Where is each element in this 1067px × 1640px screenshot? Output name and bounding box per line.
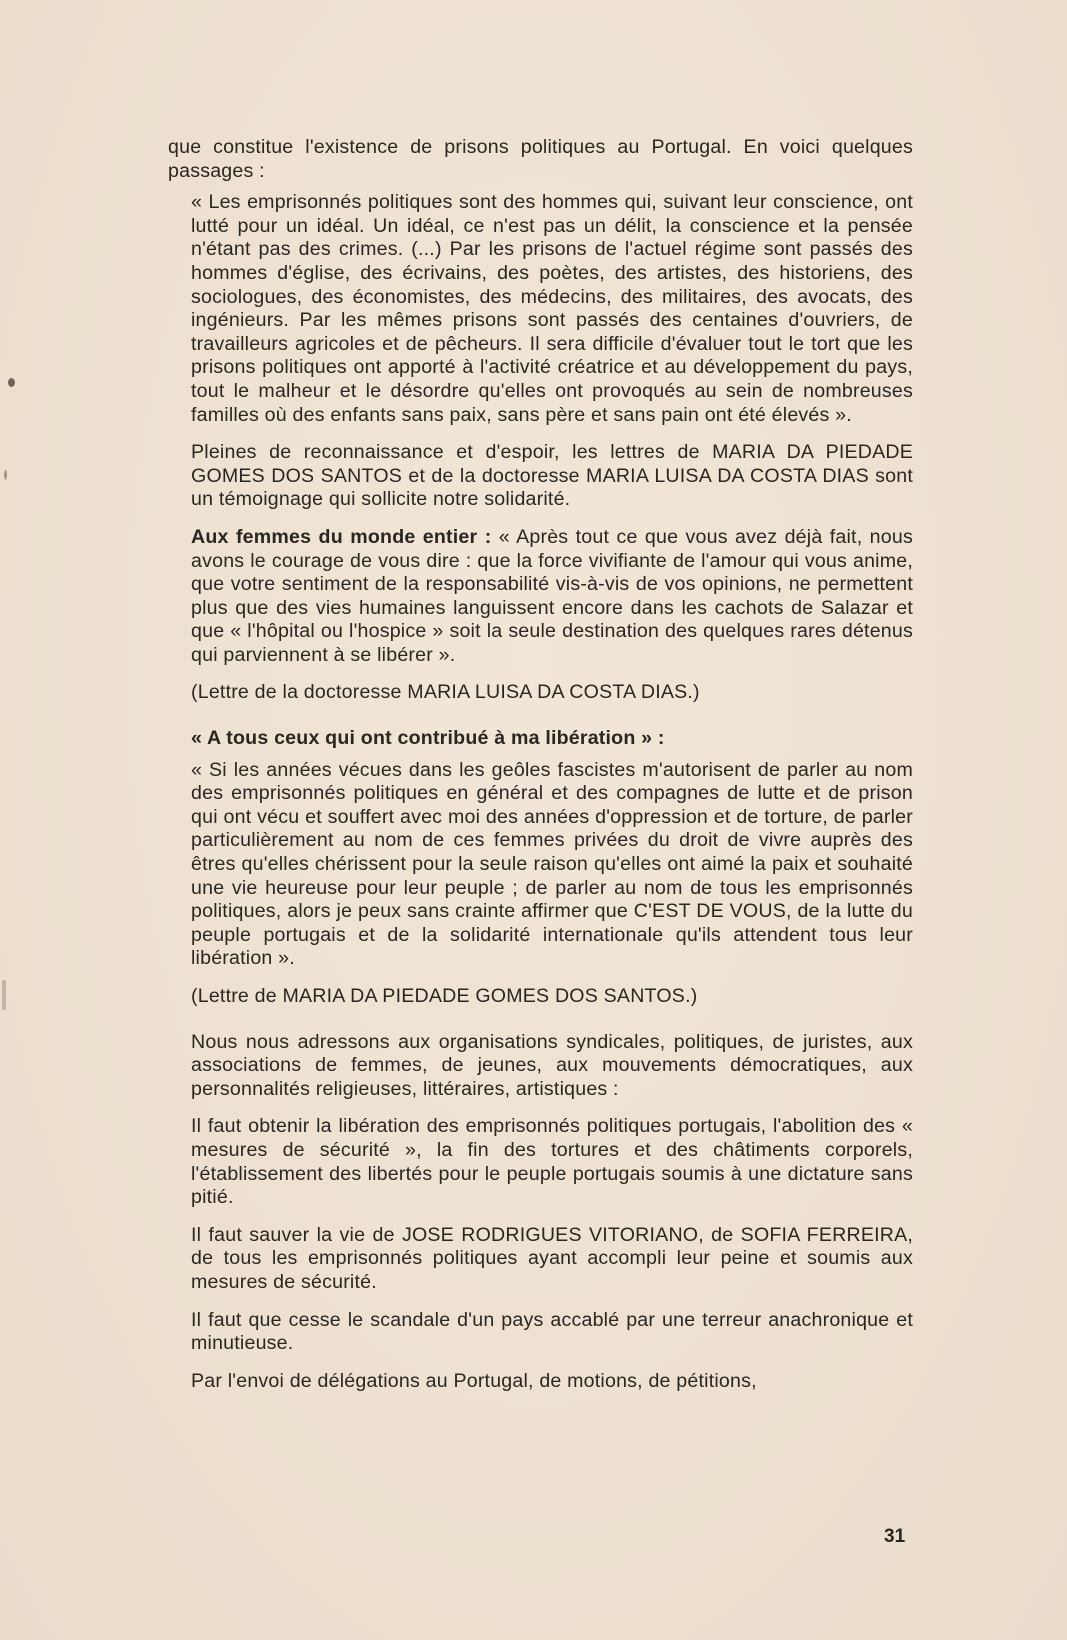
- paragraph-demand-save: Il faut sauver la vie de JOSE RODRIGUES VITORIANO, de SOFIA FERREIRA, de tous les emprisonnés politiques ayant accompli leur peine et soumis aux mesures de sécurité.: [191, 1223, 913, 1293]
- signature-dias: (Lettre de la doctoresse MARIA LUISA DA COSTA DIAS.): [191, 681, 700, 704]
- signature-santos: (Lettre de MARIA DA PIEDADE GOMES DOS SANTOS.): [191, 985, 698, 1007]
- page-number: 31: [884, 1526, 906, 1547]
- paper-speck: [8, 378, 15, 387]
- paragraph-intro: que constitue l'existence de prisons politiques au Portugal. En voici quelques passages :: [168, 136, 913, 182]
- paragraph-quote-prisoners: « Les emprisonnés politiques sont des hommes qui, suivant leur conscience, ont lutté pour un idéal. Un idéal, ce n'est pas un délit, la conscience et la pensée n'étant pas des crimes. (...) Par les prisons de l'actuel régime sont passés des hommes d'église, des écrivains, des poètes, des artistes, des historiens, des sociologues, des économistes, des médecins, des militaires, des avocats, des ingénieurs. Par les mêmes prisons sont passés des centaines d'ouvriers, de travailleurs agricoles et de pêcheurs. Il sera difficile d'évaluer tout le tort que les prisons politiques ont apporté à l'activité créatrice et au développement du pays, tout le malheur et le désordre qu'elles ont provoqués au sein de nombreuses familles où des enfants sans paix, sans père et sans pain ont été élevés ».: [191, 191, 913, 426]
- paragraph-demand-liberation: Il faut obtenir la libération des emprisonnés politiques portugais, l'abolition des « mesures de sécurité », la fin des tortures et des châtiments corporels, l'établissement des libertés pour le peuple portugais soumis à une dictature sans pitié.: [191, 1115, 913, 1209]
- letter-heading-liberation: « A tous ceux qui ont contribué à ma libération » :: [191, 727, 665, 750]
- body-text: [168, 136, 913, 1401]
- paper-speck: [2, 980, 6, 1010]
- paragraph-appeal: Nous nous adressons aux organisations syndicales, politiques, de juristes, aux associations de femmes, de jeunes, aux mouvements démocratiques, aux personnalités religieuses, littéraires, artistiques :: [191, 1030, 913, 1100]
- paragraph-letters-intro: Pleines de reconnaissance et d'espoir, les lettres de MARIA DA PIEDADE GOMES DOS SANTOS et de la doctoresse MARIA LUISA DA COSTA DIAS sont un témoignage qui sollicite notre solidarité.: [191, 441, 913, 511]
- paragraph-letter-liberation: « Si les années vécues dans les geôles fascistes m'autorisent de parler au nom des emprisonnés politiques en général et des compagnes de lutte et de prison qui ont vécu et souffert avec moi des années d'oppression et de torture, de parler particulièrement au nom de ces femmes privées du droit de vivre auprès des êtres qu'elles chérissent pour la seule raison qu'elles ont aimé la paix et souhaité une vie heureuse pour leur peuple ; de parler au nom de tous les emprisonnés politiques, alors je peux sans crainte affirmer que C'EST DE VOUS, de la lutte du peuple portugais et de la solidarité internationale qu'ils attendent tous leur libération ».: [191, 758, 913, 970]
- letter-body-women: « Après tout ce que vous avez déjà fait, nous avons le courage de vous dire : que la force vivifiante de l'amour qui vous anime, que votre sentiment de la responsabilité vis-à-vis de vos opinions, ne permettent plus que des vies humaines languissent encore dans les cachots de Salazar et que « l'hôpital ou l'hospice » soit la seule destination des quelques rares détenus qui parviennent à se libérer ».: [191, 525, 913, 666]
- paragraph-demand-scandal: Il faut que cesse le scandale d'un pays accablé par une terreur anachronique et minutieuse.: [191, 1308, 913, 1355]
- paragraph-letter-women: [168, 526, 913, 668]
- paragraph-closing: Par l'envoi de délégations au Portugal, de motions, de pétitions,: [191, 1369, 757, 1392]
- letter-heading-women: Aux femmes du monde entier :: [191, 525, 492, 548]
- paper-speck: [4, 470, 7, 480]
